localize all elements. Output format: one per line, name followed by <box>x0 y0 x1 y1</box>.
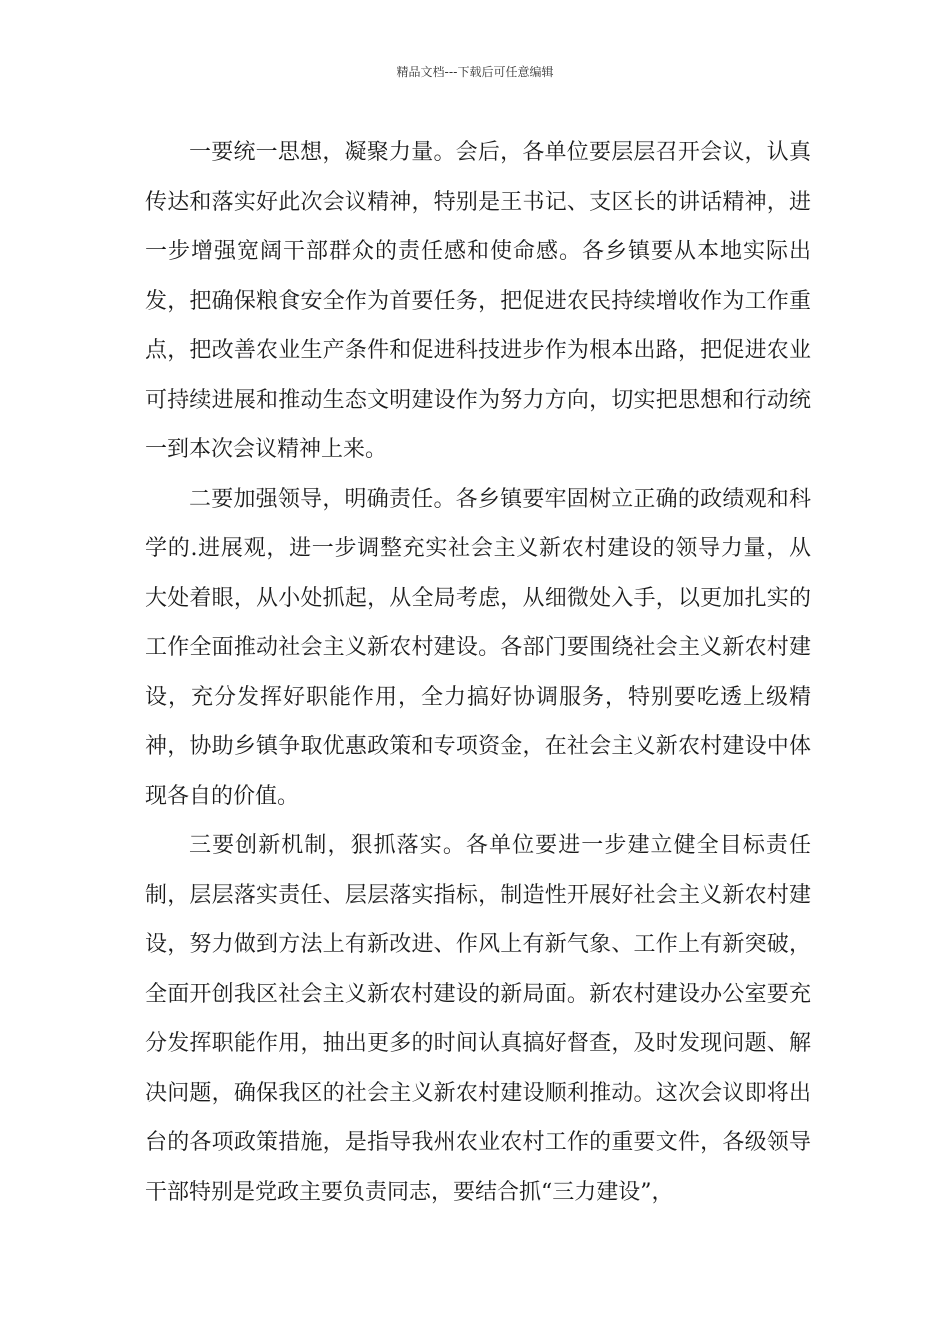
paragraph-2: 二要加强领导，明确责任。各乡镇要牢固树立正确的政绩观和科学的.进展观，进一步调整充实社会主义新农村建设的领导力量，从大处着眼，从小处抓起，从全局考虑，从细微处入手，以更加扎实的工作全面推动社会主义新农村建设。各部门要围绕社会主义新农村建设，充分发挥好职能作用，全力搞好协调服务，特别要吃透上级精神，协助乡镇争取优惠政策和专项资金，在社会主义新农村建设中体现各自的价值。 <box>145 486 811 809</box>
paragraph-3: 三要创新机制，狠抓落实。各单位要进一步建立健全目标责任制，层层落实责任、层层落实指标，制造性开展好社会主义新农村建设，努力做到方法上有新改进、作风上有新气象、工作上有新突破，全面开创我区社会主义新农村建设的新局面。新农村建设办公室要充分发挥职能作用，抽出更多的时间认真搞好督查，及时发现问题、解决问题，确保我区的社会主义新农村建设顺利推动。这次会议即将出台的各项政策措施，是指导我州农业农村工作的重要文件，各级领导干部特别是党政主要负责同志，要结合抓“三力建设”， <box>145 833 811 1205</box>
document-body <box>145 128 811 1217</box>
page-header: 精品文档---下载后可任意编辑 <box>396 65 554 79</box>
paragraph-1: 一要统一思想，凝聚力量。会后，各单位要层层召开会议，认真传达和落实好此次会议精神，特别是王书记、支区长的讲话精神，进一步增强宽阔干部群众的责任感和使命感。各乡镇要从本地实际出发，把确保粮食安全作为首要任务，把促进农民持续增收作为工作重点，把改善农业生产条件和促进科技进步作为根本出路，把促进农业可持续进展和推动生态文明建设作为努力方向，切实把思想和行动统一到本次会议精神上来。 <box>145 140 811 462</box>
